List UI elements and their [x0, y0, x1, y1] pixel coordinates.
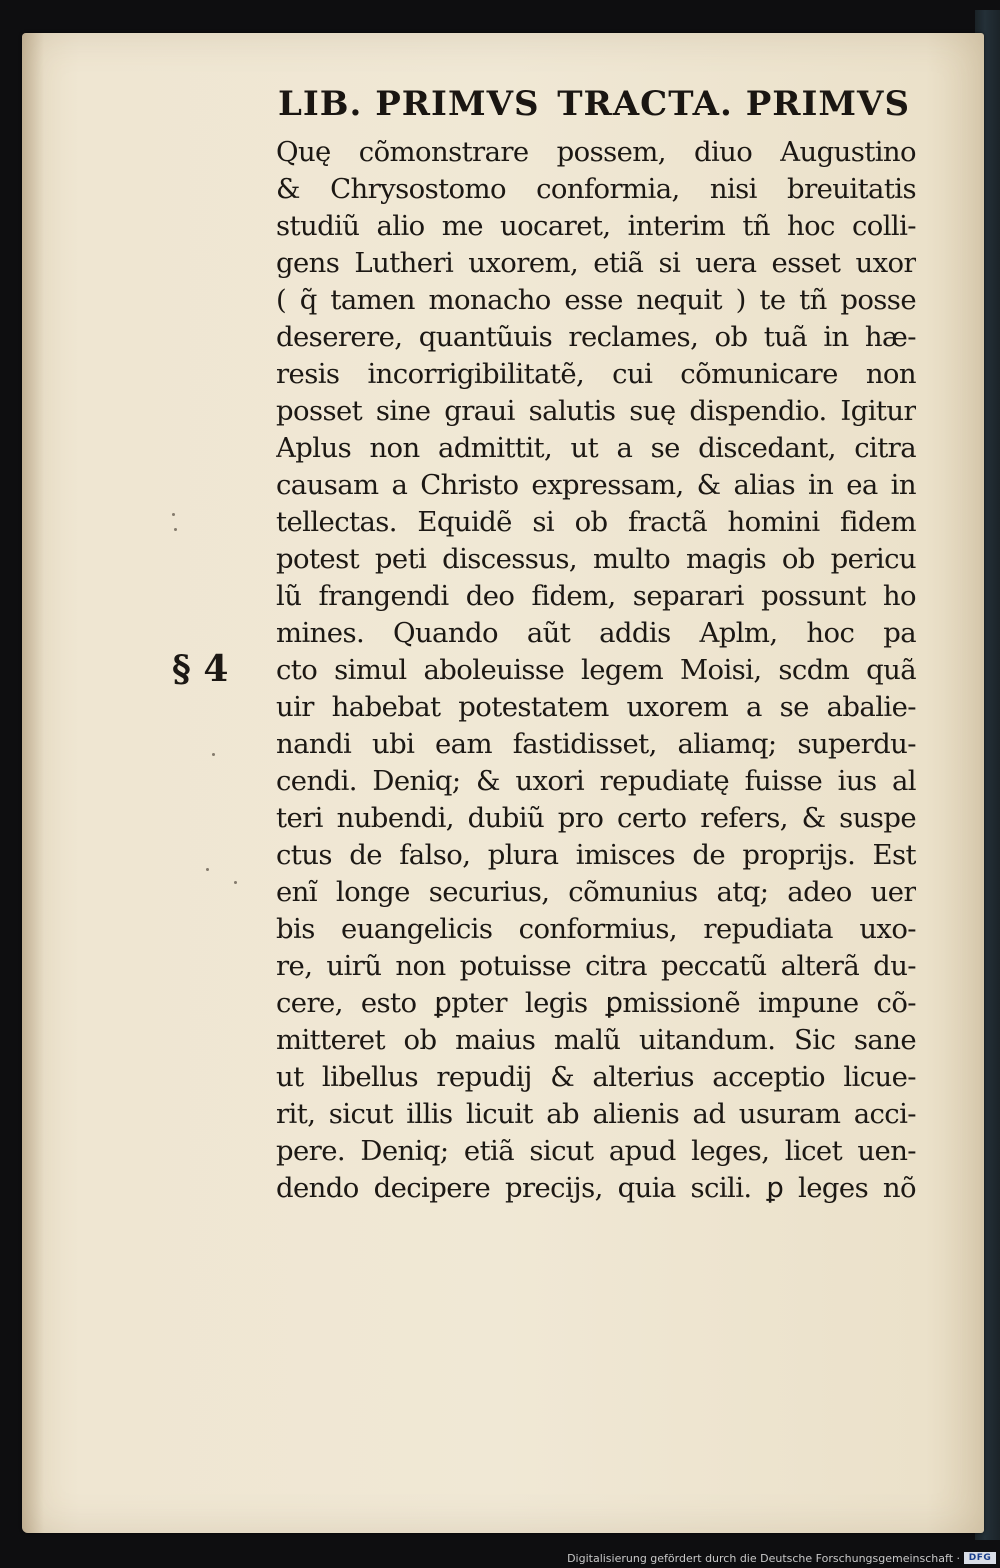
marginal-section-note: § 4 — [172, 648, 229, 690]
text-line: uir habebat potestatem uxorem a se abalie- — [276, 691, 916, 723]
text-line: Aplus non admittit, ut a se discedant, citra — [276, 432, 916, 464]
text-line: cendi. Deniq; & uxori repudiatę fuisse ius al — [276, 765, 916, 797]
running-head-book: LIB. PRIMVS — [278, 84, 540, 124]
digitization-credit: Digitalisierung gefördert durch die Deutsche Forschungsgemeinschaft · — [567, 1552, 960, 1565]
text-line: enĩ longe securius, cõmunius atq; adeo uer — [276, 876, 916, 908]
paper-speck — [212, 753, 215, 756]
paper-speck — [172, 513, 175, 516]
text-line: lũ frangendi deo fidem, separari possunt ho — [276, 580, 916, 612]
paper-speck — [206, 868, 209, 871]
body-text — [276, 134, 916, 1207]
text-line: gens Lutheri uxorem, etiã si uera esset uxor — [276, 247, 916, 279]
text-line: Quę cõmonstrare possem, diuo Augustino — [276, 136, 916, 168]
text-line: ut libellus repudij & alterius acceptio licue- — [276, 1061, 916, 1093]
running-head — [278, 84, 910, 130]
paper-speck — [174, 528, 177, 531]
text-line: ctus de falso, plura imisces de proprijs. Est — [276, 839, 916, 871]
text-line: studiũ alio me uocaret, interim tñ hoc colli- — [276, 210, 916, 242]
text-line: & Chrysostomo conformia, nisi breuitatis — [276, 173, 916, 205]
text-line: dendo decipere precijs, quia scili. ꝑ leges nõ — [276, 1172, 916, 1204]
text-line: teri nubendi, dubiũ pro certo refers, & suspe — [276, 802, 916, 834]
text-line: bis euangelicis conformius, repudiata uxo- — [276, 913, 916, 945]
dfg-logo: DFG — [964, 1552, 996, 1564]
text-line: mitteret ob maius malũ uitandum. Sic sane — [276, 1024, 916, 1056]
text-line: mines. Quando aũt addis Aplm, hoc pa — [276, 617, 916, 649]
text-line: nandi ubi eam fastidisset, aliamq; superdu- — [276, 728, 916, 760]
text-line: rit, sicut illis licuit ab alienis ad usuram acci- — [276, 1098, 916, 1130]
text-line: re, uirũ non potuisse citra peccatũ alterã du- — [276, 950, 916, 982]
text-line: cere, esto ꝑpter legis ꝑmissionẽ impune cõ- — [276, 987, 916, 1019]
paper-speck — [234, 881, 237, 884]
text-line: causam a Christo expressam, & alias in ea in — [276, 469, 916, 501]
running-head-tract: TRACTA. PRIMVS — [557, 84, 910, 124]
text-line: pere. Deniq; etiã sicut apud leges, licet uen- — [276, 1135, 916, 1167]
text-line: posset sine graui salutis suę dispendio. Igitur — [276, 395, 916, 427]
text-line: tellectas. Equidẽ si ob fractã homini fidem — [276, 506, 916, 538]
text-line: cto simul aboleuisse legem Moisi, scdm quã — [276, 654, 916, 686]
text-line: ( q̃ tamen monacho esse nequit ) te tñ posse — [276, 284, 916, 316]
text-line: deserere, quantũuis reclames, ob tuã in hæ- — [276, 321, 916, 353]
text-line: resis incorrigibilitatẽ, cui cõmunicare non — [276, 358, 916, 390]
text-line: potest peti discessus, multo magis ob pericu — [276, 543, 916, 575]
